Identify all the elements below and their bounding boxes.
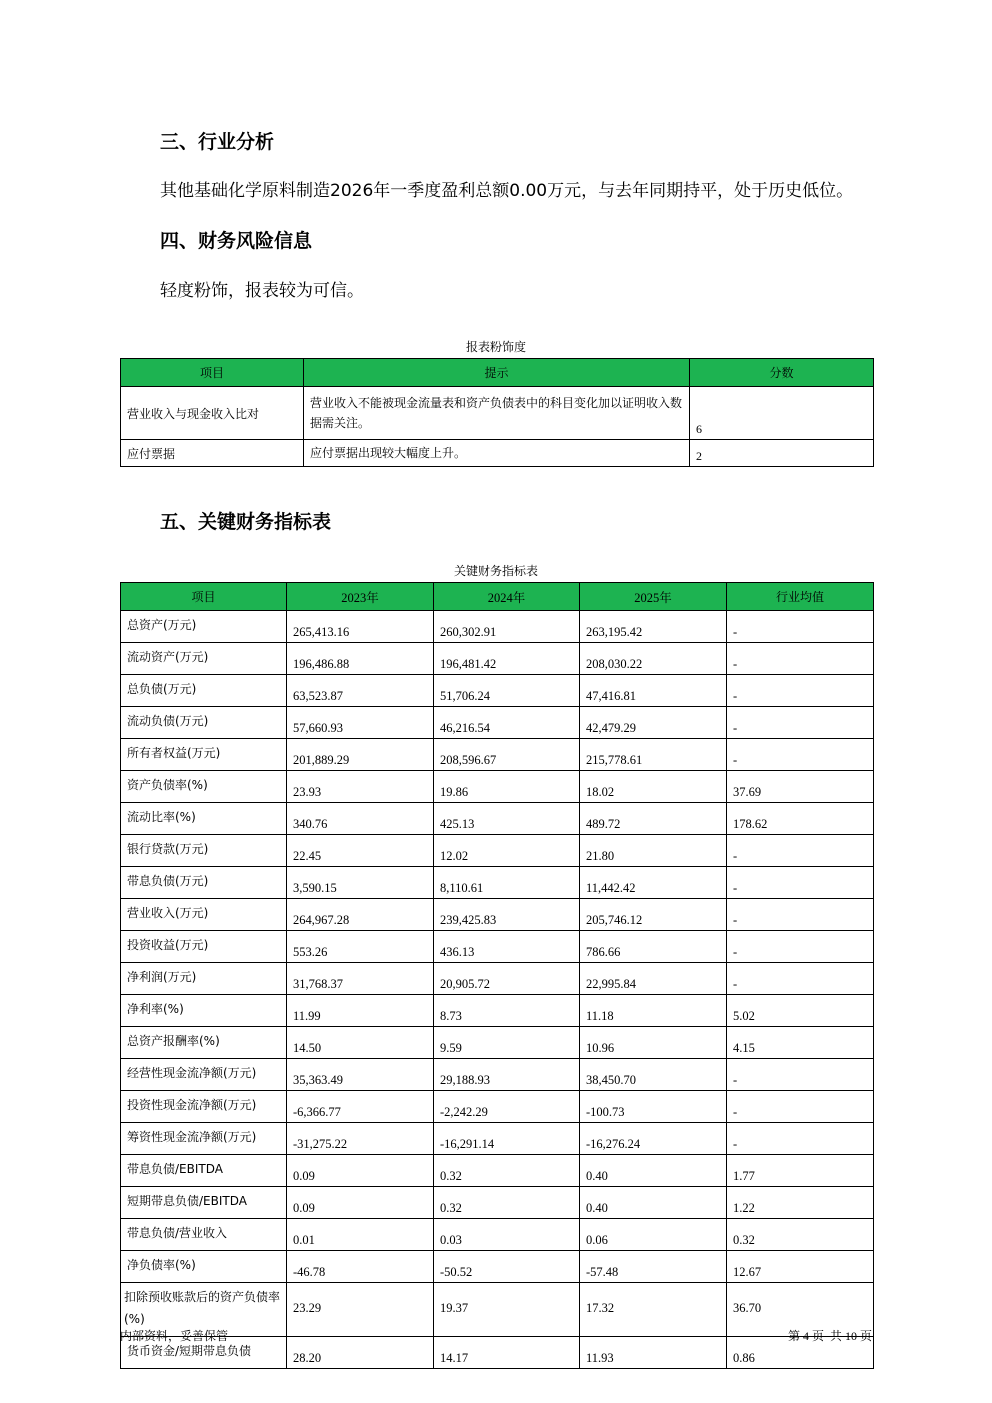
kpi-cell-2024: 425.13 — [434, 803, 580, 835]
kpi-header-item: 项目 — [121, 583, 287, 611]
kpi-cell-2023: 0.09 — [287, 1187, 434, 1219]
risk-cell-score: 6 — [690, 387, 874, 440]
table-row — [121, 739, 874, 771]
kpi-header-2023: 2023年 — [287, 583, 434, 611]
table-row — [121, 899, 874, 931]
kpi-cell-2024: 0.03 — [434, 1219, 580, 1251]
kpi-cell-item: 总资产报酬率(%) — [121, 1027, 287, 1059]
kpi-cell-2025: 21.80 — [580, 835, 727, 867]
table-row — [121, 1219, 874, 1251]
kpi-cell-2025: 18.02 — [580, 771, 727, 803]
kpi-cell-2025: 10.96 — [580, 1027, 727, 1059]
kpi-cell-industry-average: - — [727, 611, 874, 643]
table-row — [121, 1283, 874, 1337]
industry-analysis-text: 其他基础化学原料制造2026年一季度盈利总额0.00万元，与去年同期持平，处于历史低位。 — [160, 181, 854, 201]
kpi-cell-industry-average: - — [727, 899, 874, 931]
kpi-cell-industry-average: - — [727, 643, 874, 675]
table-row — [121, 707, 874, 739]
kpi-cell-item: 投资性现金流净额(万元) — [121, 1091, 287, 1123]
table-row — [121, 440, 874, 467]
kpi-cell-2025: 11,442.42 — [580, 867, 727, 899]
kpi-cell-item: 经营性现金流净额(万元) — [121, 1059, 287, 1091]
kpi-cell-2024: 12.02 — [434, 835, 580, 867]
table-row — [121, 1155, 874, 1187]
kpi-cell-2024: 46,216.54 — [434, 707, 580, 739]
kpi-cell-2023: -46.78 — [287, 1251, 434, 1283]
kpi-cell-2025: 22,995.84 — [580, 963, 727, 995]
kpi-cell-2025: 0.40 — [580, 1155, 727, 1187]
kpi-cell-item: 短期带息负债/EBITDA — [121, 1187, 287, 1219]
kpi-cell-2023: 553.26 — [287, 931, 434, 963]
kpi-cell-industry-average: - — [727, 835, 874, 867]
kpi-cell-2023: 14.50 — [287, 1027, 434, 1059]
kpi-cell-item: 流动负债(万元) — [121, 707, 287, 739]
kpi-cell-2024: 436.13 — [434, 931, 580, 963]
kpi-cell-2023: 31,768.37 — [287, 963, 434, 995]
kpi-cell-2023: 57,660.93 — [287, 707, 434, 739]
kpi-header-2024: 2024年 — [434, 583, 580, 611]
table-row — [121, 611, 874, 643]
kpi-cell-industry-average: 178.62 — [727, 803, 874, 835]
kpi-cell-2023: 23.93 — [287, 771, 434, 803]
kpi-cell-2025: 215,778.61 — [580, 739, 727, 771]
table-row — [121, 1027, 874, 1059]
kpi-cell-item: 带息负债/营业收入 — [121, 1219, 287, 1251]
kpi-cell-2025: 786.66 — [580, 931, 727, 963]
kpi-cell-2023: 201,889.29 — [287, 739, 434, 771]
kpi-cell-item: 扣除预收账款后的资产负债率(%) — [121, 1283, 287, 1337]
risk-cell-item: 应付票据 — [121, 440, 304, 467]
kpi-cell-industry-average: 37.69 — [727, 771, 874, 803]
kpi-cell-2024: 19.86 — [434, 771, 580, 803]
kpi-cell-industry-average: - — [727, 963, 874, 995]
kpi-table-caption: 关键财务指标表 — [453, 564, 538, 578]
kpi-cell-industry-average: - — [727, 1059, 874, 1091]
kpi-cell-2024: 19.37 — [434, 1283, 580, 1337]
kpi-cell-2025: -100.73 — [580, 1091, 727, 1123]
kpi-cell-2025: 0.06 — [580, 1219, 727, 1251]
kpi-cell-2024: 208,596.67 — [434, 739, 580, 771]
kpi-cell-2023: 0.09 — [287, 1155, 434, 1187]
kpi-cell-2023: -6,366.77 — [287, 1091, 434, 1123]
kpi-cell-industry-average: 0.32 — [727, 1219, 874, 1251]
risk-header-score: 分数 — [690, 359, 874, 387]
table-row — [121, 867, 874, 899]
kpi-cell-item: 总资产(万元) — [121, 611, 287, 643]
kpi-cell-2024: 8,110.61 — [434, 867, 580, 899]
kpi-cell-2025: 263,195.42 — [580, 611, 727, 643]
kpi-cell-2025: 11.93 — [580, 1337, 727, 1369]
table-row — [121, 387, 874, 440]
footer-page-number: 第 4 页 共 10 页 — [787, 1329, 872, 1343]
kpi-cell-item: 投资收益(万元) — [121, 931, 287, 963]
kpi-cell-industry-average: - — [727, 931, 874, 963]
kpi-header-industry-average: 行业均值 — [727, 583, 874, 611]
table-row — [121, 1123, 874, 1155]
risk-cell-hint: 营业收入不能被现金流量表和资产负债表中的科目变化加以证明收入数据需关注。 — [304, 387, 690, 440]
kpi-cell-industry-average: - — [727, 707, 874, 739]
risk-header-hint: 提示 — [304, 359, 690, 387]
table-row — [121, 803, 874, 835]
section-heading-industry-analysis: 三、行业分析 — [160, 131, 275, 153]
table-row — [121, 931, 874, 963]
kpi-cell-2024: -50.52 — [434, 1251, 580, 1283]
kpi-cell-2024: 9.59 — [434, 1027, 580, 1059]
kpi-cell-2023: 264,967.28 — [287, 899, 434, 931]
kpi-cell-item: 筹资性现金流净额(万元) — [121, 1123, 287, 1155]
risk-cell-score: 2 — [690, 440, 874, 467]
kpi-cell-2024: 0.32 — [434, 1155, 580, 1187]
kpi-header-2025: 2025年 — [580, 583, 727, 611]
kpi-cell-item: 带息负债/EBITDA — [121, 1155, 287, 1187]
table-row — [121, 1091, 874, 1123]
kpi-cell-industry-average: - — [727, 1091, 874, 1123]
kpi-cell-industry-average: 5.02 — [727, 995, 874, 1027]
risk-table-caption: 报表粉饰度 — [465, 340, 526, 354]
kpi-cell-2023: 63,523.87 — [287, 675, 434, 707]
footer-confidential-note: 内部资料，妥善保管 — [120, 1329, 229, 1343]
kpi-cell-2025: 47,416.81 — [580, 675, 727, 707]
risk-cell-item: 营业收入与现金收入比对 — [121, 387, 304, 440]
kpi-cell-2025: 205,746.12 — [580, 899, 727, 931]
kpi-cell-2025: -57.48 — [580, 1251, 727, 1283]
kpi-cell-2023: 22.45 — [287, 835, 434, 867]
table-row — [121, 1251, 874, 1283]
kpi-cell-2023: 265,413.16 — [287, 611, 434, 643]
section-heading-key-indicators: 五、关键财务指标表 — [160, 511, 332, 533]
kpi-cell-item: 所有者权益(万元) — [121, 739, 287, 771]
kpi-cell-2024: 239,425.83 — [434, 899, 580, 931]
kpi-cell-industry-average: 36.70 — [727, 1283, 874, 1337]
kpi-cell-item: 带息负债(万元) — [121, 867, 287, 899]
risk-header-item: 项目 — [121, 359, 304, 387]
table-row — [121, 1059, 874, 1091]
kpi-cell-2024: -2,242.29 — [434, 1091, 580, 1123]
kpi-cell-2023: 0.01 — [287, 1219, 434, 1251]
kpi-cell-item: 营业收入(万元) — [121, 899, 287, 931]
section-heading-financial-risk: 四、财务风险信息 — [160, 230, 313, 252]
risk-table-header-row — [121, 359, 874, 387]
kpi-cell-industry-average: - — [727, 867, 874, 899]
kpi-cell-industry-average: 0.86 — [727, 1337, 874, 1369]
table-row — [121, 771, 874, 803]
kpi-cell-item: 流动比率(%) — [121, 803, 287, 835]
kpi-cell-2023: 28.20 — [287, 1337, 434, 1369]
kpi-cell-2025: 11.18 — [580, 995, 727, 1027]
kpi-cell-industry-average: - — [727, 739, 874, 771]
table-row — [121, 963, 874, 995]
kpi-cell-2024: 8.73 — [434, 995, 580, 1027]
risk-table — [120, 358, 874, 467]
table-row — [121, 835, 874, 867]
kpi-cell-2025: -16,276.24 — [580, 1123, 727, 1155]
kpi-cell-2024: 51,706.24 — [434, 675, 580, 707]
kpi-cell-2023: 11.99 — [287, 995, 434, 1027]
kpi-cell-industry-average: 12.67 — [727, 1251, 874, 1283]
table-row — [121, 995, 874, 1027]
kpi-cell-industry-average: 4.15 — [727, 1027, 874, 1059]
kpi-cell-industry-average: 1.77 — [727, 1155, 874, 1187]
kpi-cell-2025: 17.32 — [580, 1283, 727, 1337]
kpi-cell-2025: 38,450.70 — [580, 1059, 727, 1091]
kpi-cell-item: 银行贷款(万元) — [121, 835, 287, 867]
kpi-cell-2023: -31,275.22 — [287, 1123, 434, 1155]
kpi-cell-item: 流动资产(万元) — [121, 643, 287, 675]
kpi-cell-2025: 489.72 — [580, 803, 727, 835]
table-row — [121, 643, 874, 675]
kpi-cell-industry-average: 1.22 — [727, 1187, 874, 1219]
table-row — [121, 1337, 874, 1369]
kpi-cell-2024: 0.32 — [434, 1187, 580, 1219]
kpi-cell-item: 总负债(万元) — [121, 675, 287, 707]
kpi-cell-2023: 196,486.88 — [287, 643, 434, 675]
kpi-cell-item: 货币资金/短期带息负债 — [121, 1337, 287, 1369]
kpi-cell-2025: 0.40 — [580, 1187, 727, 1219]
kpi-cell-2023: 35,363.49 — [287, 1059, 434, 1091]
kpi-cell-2024: 196,481.42 — [434, 643, 580, 675]
kpi-cell-item: 净利润(万元) — [121, 963, 287, 995]
kpi-cell-item: 净负债率(%) — [121, 1251, 287, 1283]
financial-risk-text: 轻度粉饰，报表较为可信。 — [160, 281, 364, 301]
kpi-cell-2025: 42,479.29 — [580, 707, 727, 739]
kpi-cell-2023: 340.76 — [287, 803, 434, 835]
table-row — [121, 675, 874, 707]
kpi-cell-2024: 29,188.93 — [434, 1059, 580, 1091]
kpi-cell-industry-average: - — [727, 1123, 874, 1155]
kpi-cell-2024: -16,291.14 — [434, 1123, 580, 1155]
kpi-cell-item: 净利率(%) — [121, 995, 287, 1027]
kpi-cell-2023: 23.29 — [287, 1283, 434, 1337]
kpi-table-header-row — [121, 583, 874, 611]
kpi-cell-item: 资产负债率(%) — [121, 771, 287, 803]
kpi-cell-2024: 20,905.72 — [434, 963, 580, 995]
kpi-cell-2024: 14.17 — [434, 1337, 580, 1369]
kpi-cell-2024: 260,302.91 — [434, 611, 580, 643]
kpi-cell-industry-average: - — [727, 675, 874, 707]
risk-cell-hint: 应付票据出现较大幅度上升。 — [304, 440, 690, 467]
kpi-table — [120, 582, 874, 1369]
table-row — [121, 1187, 874, 1219]
kpi-cell-2023: 3,590.15 — [287, 867, 434, 899]
kpi-cell-2025: 208,030.22 — [580, 643, 727, 675]
